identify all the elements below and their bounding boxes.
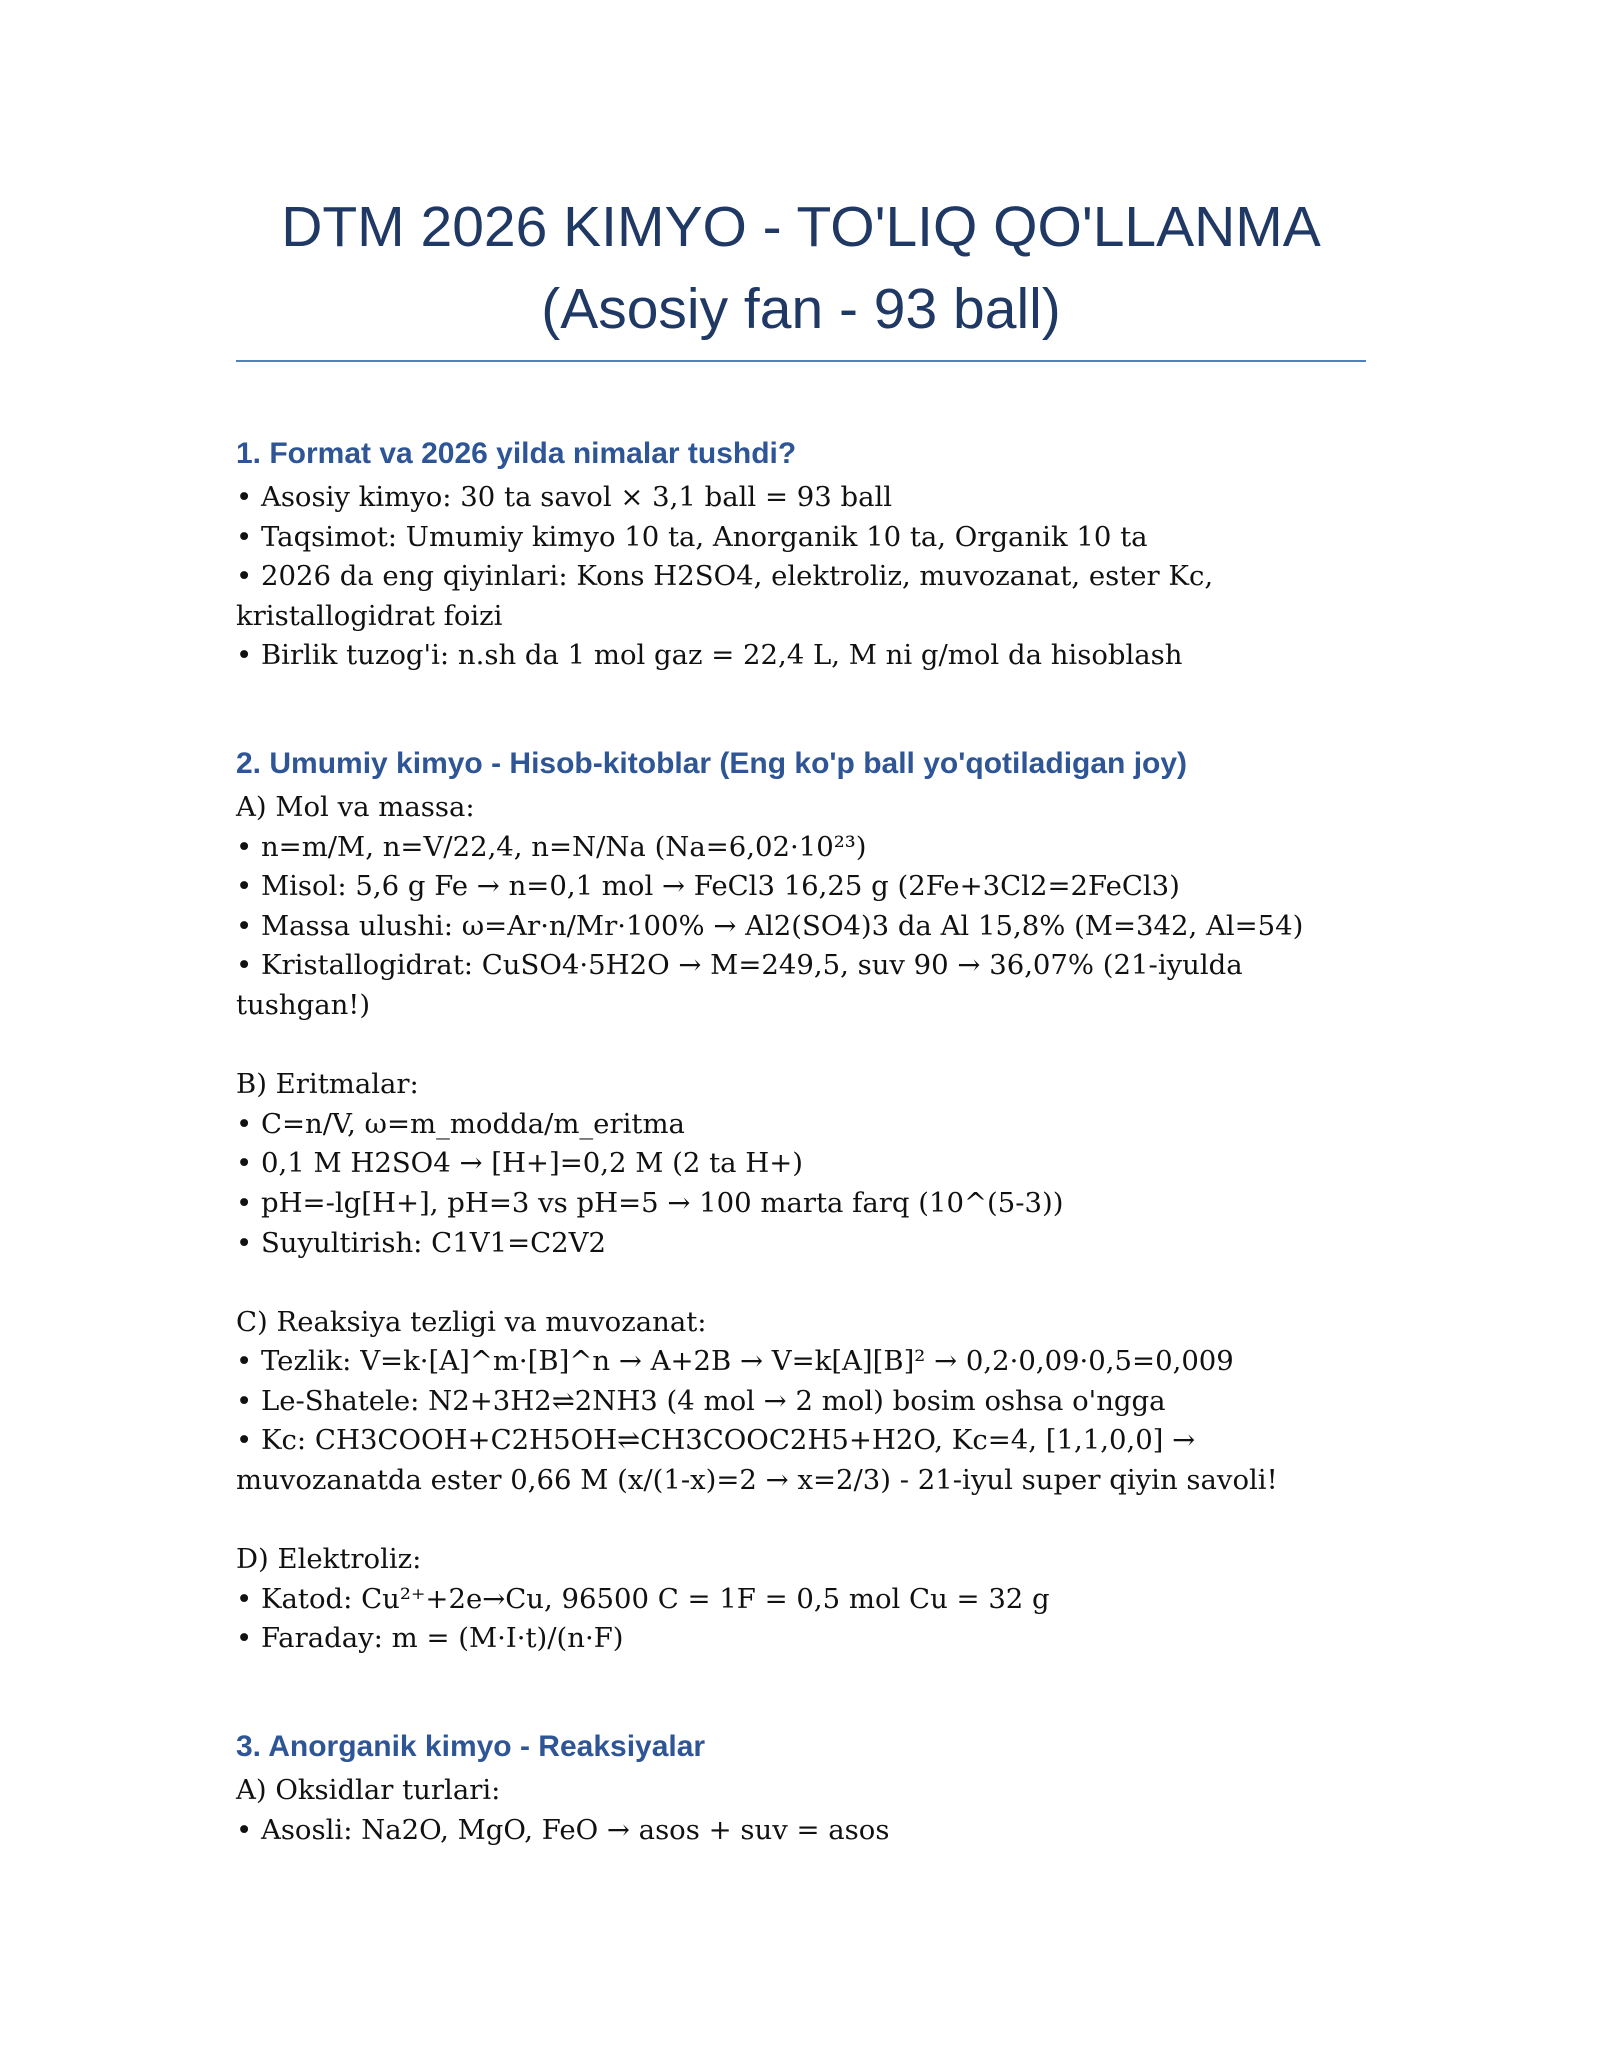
bullet-item: • 2026 da eng qiyinlari: Kons H2SO4, elektroliz, muvozanat, ester Kc, kristallogidrat foizi xyxy=(236,560,1214,632)
bullet-item: • Kristallogidrat: CuSO4·5H2O → M=249,5, suv 90 → 36,07% (21-iyulda tushgan!) xyxy=(236,949,1243,1021)
bullet-item: • Katod: Cu²⁺+2e→Cu, 96500 C = 1F = 0,5 mol Cu = 32 g xyxy=(236,1582,1050,1615)
section-umumiy-kimyo xyxy=(236,742,1366,1659)
title-underline xyxy=(236,360,1366,362)
bullet-item: • n=m/M, n=V/22,4, n=N/Na (Na=6,02·10²³) xyxy=(236,830,867,863)
document-content xyxy=(236,186,1366,1850)
bullet-item: • pH=-lg[H+], pH=3 vs pH=5 → 100 marta farq (10^(5-3)) xyxy=(236,1186,1064,1219)
section-anorganik-kimyo xyxy=(236,1725,1366,1850)
section-heading: 2. Umumiy kimyo - Hisob-kitoblar (Eng ko'p ball yo'qotiladigan joy) xyxy=(236,746,1188,780)
paragraph-gap xyxy=(236,1263,1366,1303)
bullet-item: • Tezlik: V=k·[A]^m·[B]^n → A+2B → V=k[A][B]² → 0,2·0,09·0,5=0,009 xyxy=(236,1345,1234,1378)
bullet-item: • Kc: CH3COOH+C2H5OH⇌CH3COOC2H5+H2O, Kc=4, [1,1,0,0] → muvozanatda ester 0,66 M (x/(1-x)=2 → x=2/3) - 21-iyul super qiyin savoli! xyxy=(236,1424,1278,1497)
title-line-2: (Asosiy fan - 93 ball) xyxy=(541,277,1061,341)
bullet-item: • Le-Shatele: N2+3H2⇌2NH3 (4 mol → 2 mol) bosim oshsa o'ngga xyxy=(236,1384,1166,1417)
bullet-item: • Birlik tuzog'i: n.sh da 1 mol gaz = 22,4 L, M ni g/mol da hisoblash xyxy=(236,639,1183,672)
bullet-item: • 0,1 M H2SO4 → [H+]=0,2 M (2 ta H+) xyxy=(236,1147,804,1180)
subsection-label: A) Mol va massa: xyxy=(236,790,475,823)
subsection-label: A) Oksidlar turlari: xyxy=(236,1774,501,1807)
paragraph-gap xyxy=(236,1501,1366,1541)
title-line-1: DTM 2026 KIMYO - TO'LIQ QO'LLANMA xyxy=(281,195,1321,259)
bullet-item: • C=n/V, ω=m_modda/m_eritma xyxy=(236,1107,685,1140)
section-heading: 1. Format va 2026 yilda nimalar tushdi? xyxy=(236,437,797,470)
bullet-item: • Suyultirish: C1V1=C2V2 xyxy=(236,1226,607,1259)
subsection-label: B) Eritmalar: xyxy=(236,1068,419,1101)
subsection-label: C) Reaksiya tezligi va muvozanat: xyxy=(236,1305,707,1338)
section-heading: 3. Anorganik kimyo - Reaksiyalar xyxy=(236,1730,706,1764)
bullet-item: • Faraday: m = (M·I·t)/(n·F) xyxy=(236,1622,624,1655)
bullet-item: • Asosiy kimyo: 30 ta savol × 3,1 ball = 93 ball xyxy=(236,481,893,513)
bullet-item: • Asosli: Na2O, MgO, FeO → asos + suv = asos xyxy=(236,1813,890,1846)
bullet-item: • Massa ulushi: ω=Ar·n/Mr·100% → Al2(SO4)3 da Al 15,8% (M=342, Al=54) xyxy=(236,909,1304,942)
bullet-item: • Misol: 5,6 g Fe → n=0,1 mol → FeCl3 16,25 g (2Fe+3Cl2=2FeCl3) xyxy=(236,870,1180,903)
subsection-label: D) Elektroliz: xyxy=(236,1543,422,1576)
document-title xyxy=(236,186,1366,350)
paragraph-gap xyxy=(236,1026,1366,1066)
bullet-item: • Taqsimot: Umumiy kimyo 10 ta, Anorganik 10 ta, Organik 10 ta xyxy=(236,520,1148,553)
section-format xyxy=(236,432,1366,676)
